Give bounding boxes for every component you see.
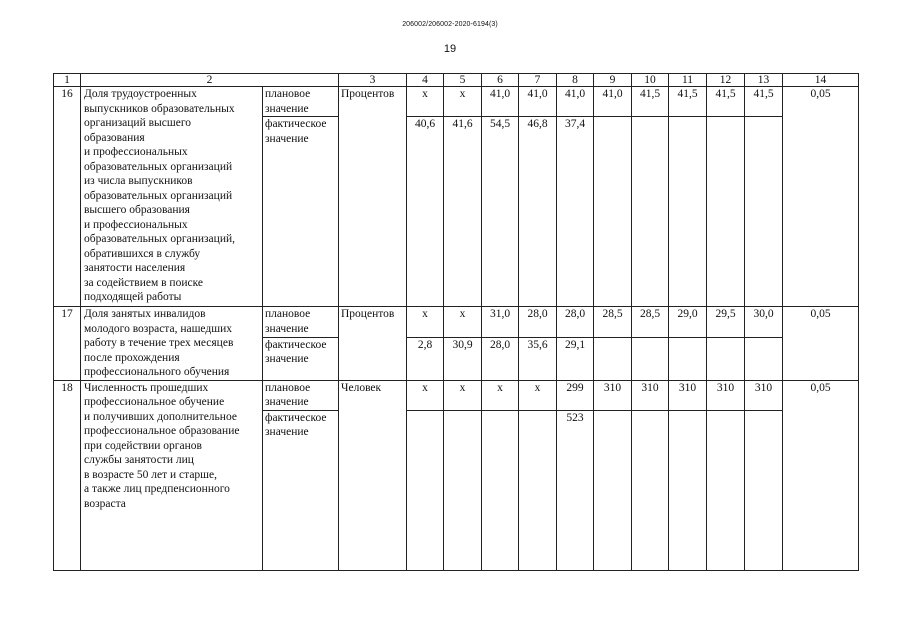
table-row <box>54 307 859 338</box>
header-cell: 7 <box>519 74 557 87</box>
value-cell <box>745 117 783 307</box>
value-cell: х <box>482 380 519 410</box>
header-cell: 6 <box>482 74 519 87</box>
value-cell: 28,0 <box>482 337 519 380</box>
value-cell: 28,5 <box>594 307 632 338</box>
header-cell: 14 <box>783 74 859 87</box>
value-cell: 46,8 <box>519 117 557 307</box>
value-cell: 310 <box>745 380 783 410</box>
value-cell <box>707 410 745 570</box>
value-cell: 28,5 <box>632 307 669 338</box>
row-number: 16 <box>54 87 81 307</box>
table-row <box>54 380 859 410</box>
value-cell <box>594 410 632 570</box>
value-cell: 29,0 <box>669 307 707 338</box>
header-cell: 8 <box>557 74 594 87</box>
unit-cell: Человек <box>339 380 407 570</box>
value-cell: х <box>444 307 482 338</box>
value-cell: 41,5 <box>632 87 669 117</box>
header-row <box>54 74 859 87</box>
plan-label: плановое значение <box>263 380 339 410</box>
value-cell: 310 <box>669 380 707 410</box>
value-cell: 41,5 <box>745 87 783 117</box>
value-cell <box>707 117 745 307</box>
value-cell: 28,0 <box>519 307 557 338</box>
plan-label: плановое значение <box>263 307 339 338</box>
value-cell: х <box>444 87 482 117</box>
value-cell: 310 <box>594 380 632 410</box>
value-cell: 30,0 <box>745 307 783 338</box>
value-cell: х <box>407 87 444 117</box>
header-cell: 4 <box>407 74 444 87</box>
value-cell: 2,8 <box>407 337 444 380</box>
value-cell: х <box>519 380 557 410</box>
indicator-description: Доля занятых инвалидов молодого возраста, нашедших работу в течение трех месяцев после прохождения профессионального обучения <box>81 307 263 381</box>
page-number: 19 <box>443 43 457 55</box>
header-cell: 11 <box>669 74 707 87</box>
indicators-table <box>53 73 859 571</box>
value-cell <box>632 117 669 307</box>
value-cell <box>444 410 482 570</box>
fact-label: фактическое значение <box>263 337 339 380</box>
value-cell: 41,0 <box>557 87 594 117</box>
header-cell: 5 <box>444 74 482 87</box>
value-cell: 29,5 <box>707 307 745 338</box>
value-cell: 41,0 <box>519 87 557 117</box>
value-cell <box>707 337 745 380</box>
value-cell: 54,5 <box>482 117 519 307</box>
value-cell: 31,0 <box>482 307 519 338</box>
value-cell: 41,5 <box>669 87 707 117</box>
value-cell: 28,0 <box>557 307 594 338</box>
indicator-description: Доля трудоустроенных выпускников образовательных организаций высшего образования и профессиональных образовательных организаций из числа выпускников образовательных организаций высшего образования и профессиональных образовательных организаций, обратившихся в службу занятости населения за содействием в поиске подходящей работы <box>81 87 263 307</box>
plan-label: плановое значение <box>263 87 339 117</box>
row-number: 17 <box>54 307 81 381</box>
value-cell: 40,6 <box>407 117 444 307</box>
value-cell <box>519 410 557 570</box>
header-cell: 1 <box>54 74 81 87</box>
indicator-description: Численность прошедших профессиональное обучение и получивших дополнительное профессиональное образование при содействии органов службы занятости лиц в возрасте 50 лет и старше, а также лиц предпенсионного возраста <box>81 380 263 570</box>
value-cell: 29,1 <box>557 337 594 380</box>
value-cell <box>482 410 519 570</box>
value-cell: х <box>444 380 482 410</box>
value-cell <box>669 117 707 307</box>
weight-cell: 0,05 <box>783 87 859 307</box>
weight-cell: 0,05 <box>783 307 859 381</box>
value-cell: 41,5 <box>707 87 745 117</box>
value-cell: 35,6 <box>519 337 557 380</box>
value-cell: 41,0 <box>594 87 632 117</box>
value-cell: х <box>407 380 444 410</box>
value-cell <box>632 337 669 380</box>
unit-cell: Процентов <box>339 307 407 381</box>
header-cell: 3 <box>339 74 407 87</box>
document-code: 206002/206002-2020-6194(3) <box>402 21 498 28</box>
row-number: 18 <box>54 380 81 570</box>
value-cell: 299 <box>557 380 594 410</box>
value-cell <box>745 410 783 570</box>
value-cell <box>407 410 444 570</box>
header-cell: 9 <box>594 74 632 87</box>
fact-label: фактическое значение <box>263 410 339 570</box>
header-cell: 2 <box>81 74 339 87</box>
value-cell: х <box>407 307 444 338</box>
value-cell: 30,9 <box>444 337 482 380</box>
unit-cell: Процентов <box>339 87 407 307</box>
value-cell: 310 <box>632 380 669 410</box>
value-cell <box>632 410 669 570</box>
value-cell: 41,0 <box>482 87 519 117</box>
value-cell: 41,6 <box>444 117 482 307</box>
value-cell: 310 <box>707 380 745 410</box>
value-cell: 37,4 <box>557 117 594 307</box>
value-cell <box>669 410 707 570</box>
value-cell <box>745 337 783 380</box>
value-cell <box>594 117 632 307</box>
table-row <box>54 87 859 117</box>
weight-cell: 0,05 <box>783 380 859 570</box>
value-cell <box>594 337 632 380</box>
header-cell: 12 <box>707 74 745 87</box>
value-cell <box>669 337 707 380</box>
header-cell: 13 <box>745 74 783 87</box>
value-cell: 523 <box>557 410 594 570</box>
header-cell: 10 <box>632 74 669 87</box>
fact-label: фактическое значение <box>263 117 339 307</box>
